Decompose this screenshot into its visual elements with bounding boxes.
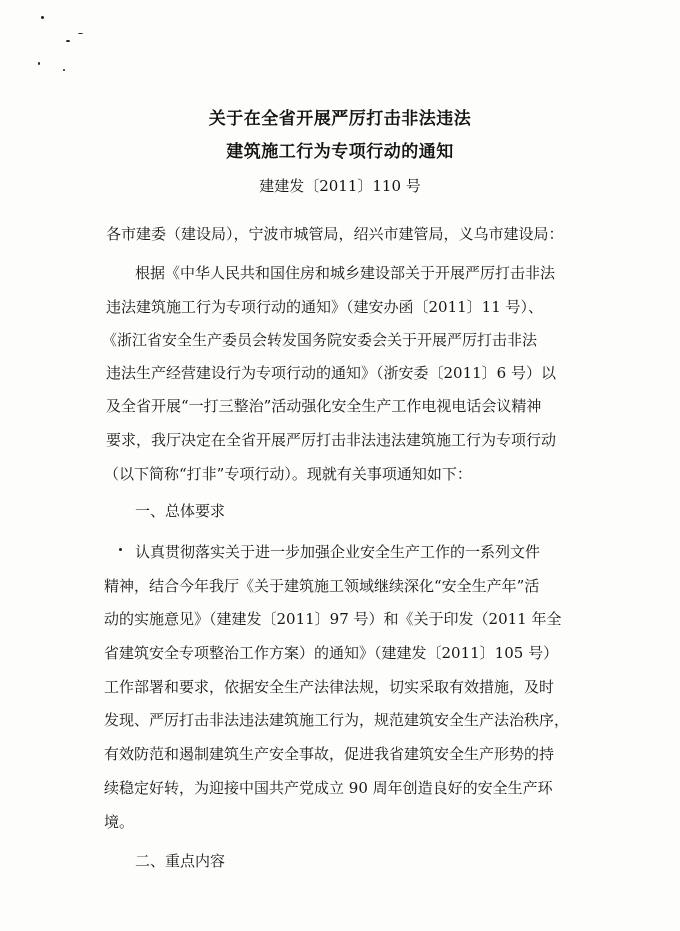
section-heading-key-content: 二、重点内容	[135, 852, 226, 870]
intro-line: 要求，我厅决定在全省开展严厉打击非法违法建筑施工行为专项行动	[106, 431, 557, 449]
document-number: 建建发〔2011〕110 号	[259, 177, 421, 195]
section-1-line: 省建筑安全专项整治工作方案）的通知》（建建发〔2011〕105 号）	[104, 644, 559, 662]
intro-line: 违法生产经营建设行为专项行动的通知》（浙安委〔2011〕6 号）以	[106, 364, 556, 382]
section-1-line: 有效防范和遏制建筑生产安全事故，促进我省建筑安全生产形势的持	[104, 745, 555, 763]
intro-line: 《浙江省安全生产委员会转发国务院安委会关于开展严厉打击非法	[102, 331, 538, 349]
document-title-line-1: 关于在全省开展严厉打击非法违法	[208, 109, 472, 129]
intro-line: 违法建筑施工行为专项行动的通知》（建安办函〔2011〕11 号）、	[106, 298, 544, 316]
scan-speck	[78, 33, 83, 34]
section-1-line: 动的实施意见》（建建发〔2011〕97 号）和《关于印发（2011 年全	[104, 610, 562, 628]
section-1-line: 精神，结合今年我厅《关于建筑施工领域继续深化“安全生产年”活	[104, 577, 540, 595]
intro-line: 及全省开展“一打三整治”活动强化安全生产工作电视电话会议精神	[106, 397, 542, 415]
section-1-line: 认真贯彻落实关于进一步加强企业安全生产工作的一系列文件	[135, 543, 541, 561]
section-1-line: 工作部署和要求，依据安全生产法律法规，切实采取有效措施，及时	[104, 678, 555, 696]
addressees: 各市建委（建设局），宁波市城管局，绍兴市建管局，义乌市建设局：	[106, 225, 564, 243]
intro-line: （以下简称“打非”专项行动）。现就有关事项通知如下：	[104, 465, 472, 483]
scan-speck	[63, 69, 65, 71]
section-1-line: 境。	[104, 813, 135, 831]
section-heading-general-requirements: 一、总体要求	[135, 502, 226, 520]
section-1-line: 发现、严厉打击非法违法建筑施工行为，规范建筑安全生产法治秩序，	[104, 711, 570, 729]
intro-line: 根据《中华人民共和国住房和城乡建设部关于开展严厉打击非法	[135, 264, 556, 282]
scan-speck	[38, 62, 40, 65]
scan-speck	[66, 40, 70, 42]
scan-speck	[41, 16, 44, 19]
section-1-line: 续稳定好转，为迎接中国共产党成立 90 周年创造良好的安全生产环	[104, 779, 553, 797]
document-title-line-2: 建筑施工行为专项行动的通知	[226, 142, 454, 162]
scan-speck	[119, 548, 122, 551]
